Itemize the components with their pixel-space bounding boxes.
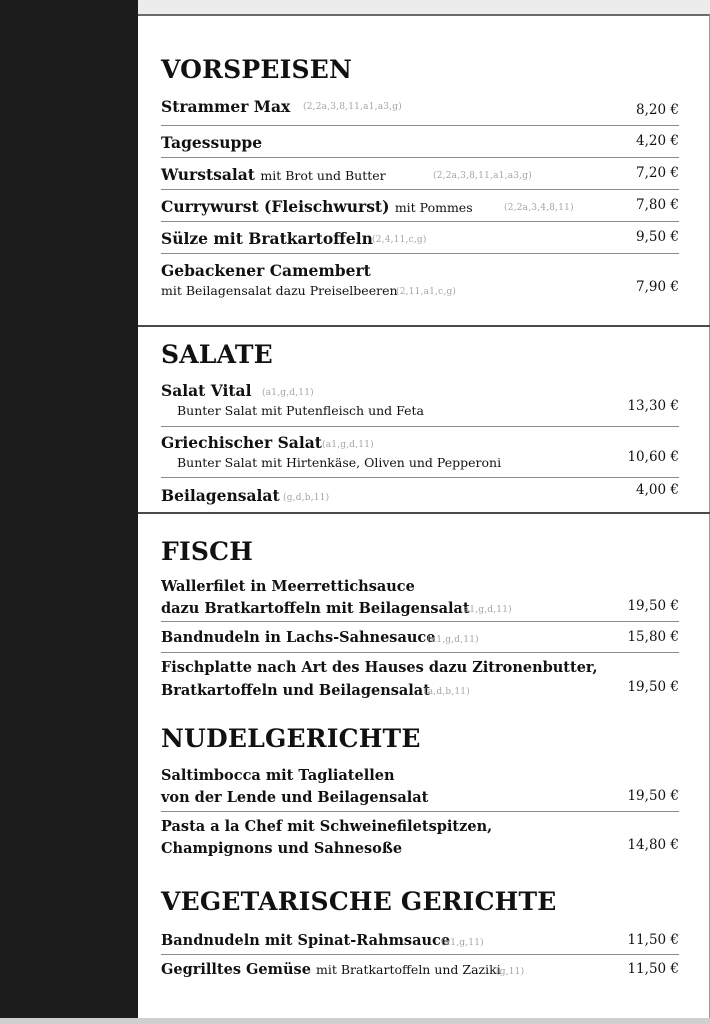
section-heading-salate: SALATE [161,340,273,369]
left-dark-margin [0,0,138,1024]
bottom-edge [0,1018,710,1024]
item-divider [161,426,679,427]
section-heading-fisch: FISCH [161,537,254,566]
menu-item-description: Bunter Salat mit Putenfleisch und Feta [177,403,425,418]
item-divider [161,189,679,190]
menu-item-title: Bandnudeln in Lachs-Sahnesauce [161,629,436,646]
menu-item-price: 7,20 € [636,165,679,181]
section-heading-vorspeisen: VORSPEISEN [161,55,353,84]
allergen-codes: (a1,g,d,11) [427,635,479,645]
menu-item-price: 11,50 € [627,961,679,977]
allergen-codes: (a1,g,11) [441,938,484,948]
item-divider [161,125,679,126]
menu-item-title: Wurstsalat mit Brot und Butter [161,165,386,184]
menu-item-description: mit Beilagensalat dazu Preiselbeeren [161,283,398,298]
menu-item-title: Strammer Max [161,97,291,116]
menu-item-price: 7,90 € [636,279,679,295]
item-divider [161,621,679,622]
menu-item-title-line2: Bratkartoffeln und Beilagensalat [161,682,430,699]
menu-item-title-line1: Wallerfilet in Meerrettichsauce [161,578,415,595]
menu-item-description: Bunter Salat mit Hirtenkäse, Oliven und Pepperoni [177,455,502,470]
menu-item-price: 19,50 € [627,788,679,804]
allergen-codes: (2,4,11,c,g) [372,235,427,245]
menu-item-title: Tagessuppe [161,133,263,152]
menu-item-price: 10,60 € [627,449,679,465]
menu-item-price: 7,80 € [636,197,679,213]
menu-item-title: Salat Vital [161,381,252,400]
menu-item-title: Beilagensalat [161,486,280,505]
menu-item-price: 9,50 € [636,229,679,245]
menu-item-title-line1: Fischplatte nach Art des Hauses dazu Zitronenbutter, [161,659,598,676]
menu-item-price: 4,20 € [636,133,679,149]
item-divider [161,253,679,254]
allergen-codes: (a1,g,d,11) [460,605,512,615]
menu-item-title: Gebackener Camembert [161,261,371,280]
menu-item-price: 19,50 € [627,679,679,695]
item-divider [161,811,679,812]
page-separator [138,512,710,514]
menu-item-title-line2: von der Lende und Beilagensalat [161,789,429,806]
allergen-codes: (a1,g,d,11) [262,388,314,398]
menu-item-price: 14,80 € [627,837,679,853]
item-divider [161,477,679,478]
menu-item-title: Gegrilltes Gemüse mit Bratkartoffeln und Zaziki [161,961,501,978]
menu-item-title-line2: dazu Bratkartoffeln mit Beilagensalat [161,600,470,617]
menu-item-price: 19,50 € [627,598,679,614]
menu-item-title: Currywurst (Fleischwurst) mit Pommes [161,197,473,216]
menu-item-title: Bandnudeln mit Spinat-Rahmsauce [161,932,451,949]
menu-item-price: 4,00 € [636,482,679,498]
menu-item-inline-desc: mit Bratkartoffeln und Zaziki [316,962,501,977]
menu-item-inline-desc: mit Pommes [394,200,473,215]
menu-item-title-line2: Champignons und Sahnesoße [161,840,403,857]
menu-item-price: 13,30 € [627,398,679,414]
item-divider [161,221,679,222]
menu-item-title-line1: Saltimbocca mit Tagliatellen [161,767,395,784]
item-divider [161,954,679,955]
menu-item-inline-desc: mit Brot und Butter [260,168,386,183]
section-heading-vegetarische-gerichte: VEGETARISCHE GERICHTE [161,887,557,916]
section-heading-nudelgerichte: NUDELGERICHTE [161,724,421,753]
allergen-codes: (g,d,b,11) [283,493,330,503]
allergen-codes: (2,2a,3,4,8,11) [504,203,574,213]
item-divider [161,652,679,653]
item-divider [161,157,679,158]
allergen-codes: (a1,g,d,11) [322,440,374,450]
menu-item-price: 8,20 € [636,102,679,118]
menu-item-title-line1: Pasta a la Chef mit Schweinefiletspitzen, [161,818,493,835]
page-separator [138,325,710,327]
allergen-codes: (2,2a,3,8,11,a1,a3,g) [303,102,402,112]
allergen-codes: (g,11) [496,967,525,977]
allergen-codes: (2,11,a1,c,g) [396,287,457,297]
menu-item-price: 15,80 € [627,629,679,645]
allergen-codes: (a,d,b,11) [424,687,470,697]
menu-item-title: Sülze mit Bratkartoffeln [161,229,373,248]
menu-item-price: 11,50 € [627,932,679,948]
menu-item-title: Griechischer Salat [161,433,322,452]
allergen-codes: (2,2a,3,8,11,a1,a3,g) [433,171,532,181]
